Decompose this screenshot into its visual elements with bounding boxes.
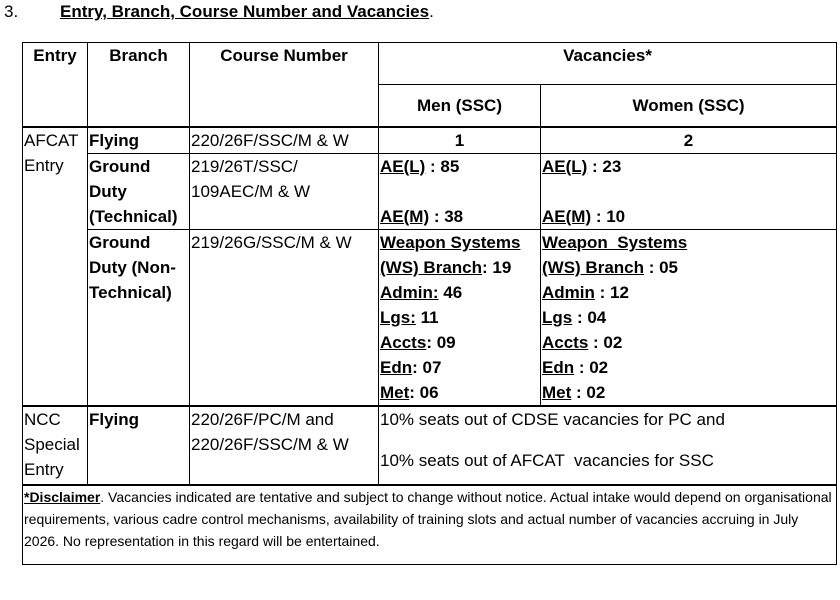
entry-afcat: AFCAT Entry [23,127,88,406]
men-ws-line1: Weapon Systems [380,233,521,252]
ncc-vacancy-line2: 10% seats out of AFCAT vacancies for SSC [380,451,714,470]
women-ws-line2: (WS) Branch [542,258,644,277]
table-row [23,406,837,485]
branch-ground-duty-non-technical: Ground Duty (Non-Technical) [88,230,190,407]
branch-ncc-flying: Flying [88,406,190,485]
disclaimer-label: *Disclaimer [24,489,101,505]
disclaimer-row [23,485,837,565]
women-aem-value: : 10 [591,207,626,226]
men-edn-value: : 07 [412,358,442,377]
ncc-entry-line3: Entry [24,460,64,479]
men-aem-label: AE(M) [380,207,430,226]
header-vacancies: Vacancies* [379,43,837,85]
ncc-course-line1: 220/26F/PC/M and [191,410,334,429]
women-accts-label: Accts [542,333,589,352]
men-met-label: Met [380,383,410,402]
women-ael-value: : 23 [587,157,622,176]
men-accts-label: Accts [380,333,427,352]
course-flying: 220/26F/SSC/M & W [190,127,379,154]
women-admin-value: : 12 [594,283,629,302]
header-course-number: Course Number [190,43,379,128]
women-ws-line1: Weapon Systems [542,233,688,252]
men-admin-value: 46 [438,283,463,302]
women-lgs-value: : 04 [572,308,607,327]
ncc-vacancy-line1: 10% seats out of CDSE vacancies for PC and [380,410,725,429]
section-title-period: . [429,2,434,21]
women-ws-value: : 05 [644,258,679,277]
men-lgs-value: 11 [415,308,439,327]
header-men-ssc: Men (SSC) [379,85,541,128]
ncc-entry-line1: NCC [24,410,61,429]
men-lgs-label: Lgs: [380,308,416,327]
women-technical [541,154,837,230]
course-ncc [190,406,379,485]
men-admin-label: Admin: [380,283,439,302]
disclaimer-text: . Vacancies indicated are tentative and subject to change without notice. Actual intake would depend on organisational requirements, various cadre control mechanisms, availability of training slots and actual number of vacancies accruing in July 2026. No representation in this regard will be entertained. [24,489,832,549]
ncc-course-line2: 220/26F/SSC/M & W [191,435,349,454]
men-met-value: : 06 [409,383,439,402]
men-accts-value: : 09 [426,333,456,352]
women-met-value: : 02 [571,383,606,402]
men-ael-label: AE(L) [380,157,426,176]
table-row [23,230,837,407]
table-row [23,154,837,230]
women-ael-label: AE(L) [542,157,588,176]
header-branch: Branch [88,43,190,128]
ncc-vacancies [379,406,837,485]
course-non-technical: 219/26G/SSC/M & W [190,230,379,407]
men-edn-label: Edn [380,358,413,377]
men-technical [379,154,541,230]
table-row [23,127,837,154]
women-flying: 2 [541,127,837,154]
women-met-label: Met [542,383,572,402]
women-admin-label: Admin [542,283,595,302]
women-non-technical [541,230,837,407]
header-women-ssc: Women (SSC) [541,85,837,128]
women-edn-label: Edn [542,358,575,377]
women-lgs-label: Lgs [542,308,573,327]
men-non-technical [379,230,541,407]
disclaimer [23,485,837,565]
vacancies-table [22,42,837,565]
section-number: 3. [4,2,19,21]
section-heading [4,2,434,22]
women-accts-value: : 02 [588,333,623,352]
branch-ground-duty-technical: Ground Duty (Technical) [88,154,190,230]
women-edn-value: : 02 [574,358,609,377]
course-technical: 219/26T/SSC/ 109AEC/M & W [190,154,379,230]
header-row [23,43,837,85]
men-ws-line2: (WS) Branch [380,258,482,277]
men-ael-value: : 85 [425,157,460,176]
women-aem-label: AE(M) [542,207,592,226]
entry-ncc-special [23,406,88,485]
men-ws-value: : 19 [482,258,512,277]
header-entry: Entry [23,43,88,128]
branch-flying: Flying [88,127,190,154]
section-title: Entry, Branch, Course Number and Vacancies [60,2,430,21]
men-aem-value: : 38 [429,207,464,226]
men-flying: 1 [379,127,541,154]
ncc-entry-line2: Special [24,435,80,454]
